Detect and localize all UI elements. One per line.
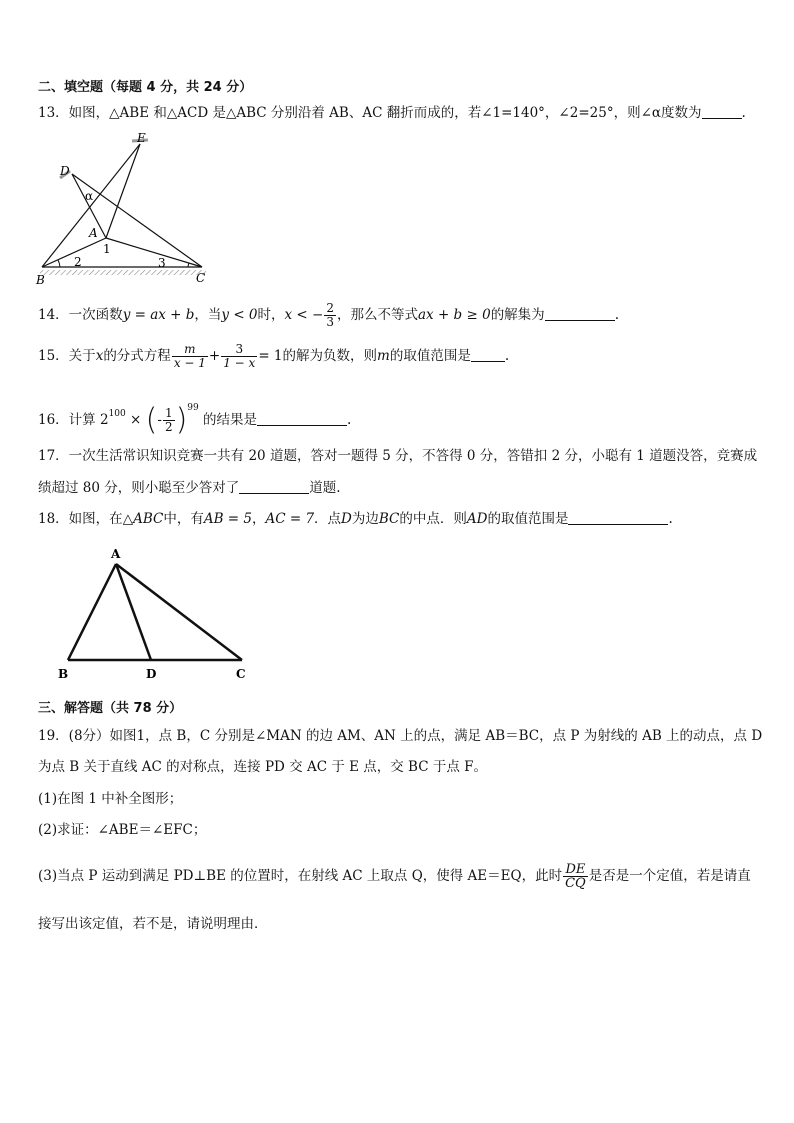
answer-blank-16 bbox=[257, 411, 347, 426]
answer-blank-18 bbox=[568, 510, 668, 525]
label-c: C bbox=[196, 271, 206, 285]
question-18: 18．如图，在△ABC中，有AB = 5，AC = 7．点D为边BC的中点．则AD的取值范围是 . bbox=[38, 511, 673, 527]
label-2: 2 bbox=[74, 255, 82, 269]
label-b: B bbox=[58, 667, 69, 681]
fraction-m-over-x-minus-1: $\frac{m}{x - 1}$ bbox=[173, 342, 206, 370]
label-b: B bbox=[36, 273, 45, 287]
segment-ae bbox=[106, 144, 140, 238]
label-alpha: α bbox=[85, 189, 94, 203]
question-19-part-3: (3)当点 P 运动到满足 PD⊥BE 的位置时，在射线 AC 上取点 Q，使得 AE＝EQ，此时 $\frac{DE}{CQ}$ 是否是一个定值，若是请直 bbox=[38, 862, 751, 891]
segment-ac bbox=[106, 238, 202, 267]
segment-cd bbox=[72, 174, 202, 267]
question-15: 15．关于x的分式方程 $\frac{m}{x - 1}$ + $\frac{3}{1 - x}$ = 1的解为负数，则m的取值范围是 . bbox=[38, 342, 510, 370]
label-d: D bbox=[146, 667, 157, 681]
answer-blank-15 bbox=[471, 347, 505, 362]
question-19-line-2: 为点 B 关于直线 AC 的对称点，连接 PD 交 AC 于 E 点，交 BC 于点 F。 bbox=[38, 759, 487, 775]
segment-ac bbox=[116, 564, 242, 660]
fraction-one-half: $\frac{1}{2}$ bbox=[164, 406, 173, 434]
question-13: 13．如图，△ABE 和△ACD 是△ABC 分别沿着 AB、AC 翻折而成的，若∠1=140°，∠2=25°，则∠α度数为 . bbox=[38, 105, 746, 121]
question-17-line-2: 绩超过 80 分，则小聪至少答对了 道题. bbox=[38, 480, 341, 496]
question-19-part-2: (2)求证：∠ABE＝∠EFC； bbox=[38, 822, 207, 838]
answer-blank-14 bbox=[545, 306, 615, 321]
question-19-line-4: 接写出该定值，若不是，请说明理由． bbox=[38, 916, 268, 932]
section-title-fill-in: 二、填空题（每题 4 分，共 24 分） bbox=[38, 80, 253, 95]
angle-2-arc bbox=[58, 260, 60, 267]
section-title-answer: 三、解答题（共 78 分） bbox=[38, 701, 183, 716]
label-a: A bbox=[111, 547, 121, 561]
hatched-ground bbox=[40, 270, 206, 275]
fraction-3-over-1-minus-x: $\frac{3}{1 - x}$ bbox=[223, 342, 256, 370]
question-14: 14．一次函数y = ax + b，当y < 0时，x < − $\frac{2}{3}$ ，那么不等式ax + b ≥ 0的解集为 . bbox=[38, 301, 619, 329]
question-17-line-1: 17．一次生活常识知识竞赛一共有 20 道题，答对一题得 5 分，不答得 0 分，答错扣 2 分，小聪有 1 道题没答，竞赛成 bbox=[38, 448, 758, 464]
label-1: 1 bbox=[103, 242, 111, 256]
question-13-text: 13．如图，△ABE 和△ACD 是△ABC 分别沿着 AB、AC 翻折而成的，若∠1=140°，∠2=25°，则∠α度数为 bbox=[38, 105, 702, 121]
label-e: E bbox=[137, 131, 146, 145]
label-c: C bbox=[236, 667, 246, 681]
answer-blank-13 bbox=[702, 104, 742, 119]
fraction-de-over-cq: $\frac{DE}{CQ}$ bbox=[565, 862, 586, 891]
figure-18 bbox=[50, 540, 260, 685]
label-3: 3 bbox=[158, 256, 166, 270]
label-a: A bbox=[89, 226, 98, 240]
question-19-part-1: (1)在图 1 中补全图形； bbox=[38, 791, 183, 807]
fraction-two-thirds: $\frac{2}{3}$ bbox=[326, 301, 334, 329]
segment-ab bbox=[68, 564, 116, 660]
answer-blank-17 bbox=[239, 479, 309, 494]
question-19-line-1: 19．(8分）如图1，点 B，C 分别是∠MAN 的边 AM、AN 上的点，满足 AB＝BC，点 P 为射线的 AB 上的动点，点 D bbox=[38, 728, 763, 744]
label-d: D bbox=[60, 164, 70, 178]
segment-be bbox=[42, 144, 140, 267]
question-16: 16．计算 $2^{100}$ × (- $\frac{1}{2}$ )$^{99}$ 的结果是 . bbox=[38, 402, 352, 438]
figure-13 bbox=[30, 130, 220, 290]
